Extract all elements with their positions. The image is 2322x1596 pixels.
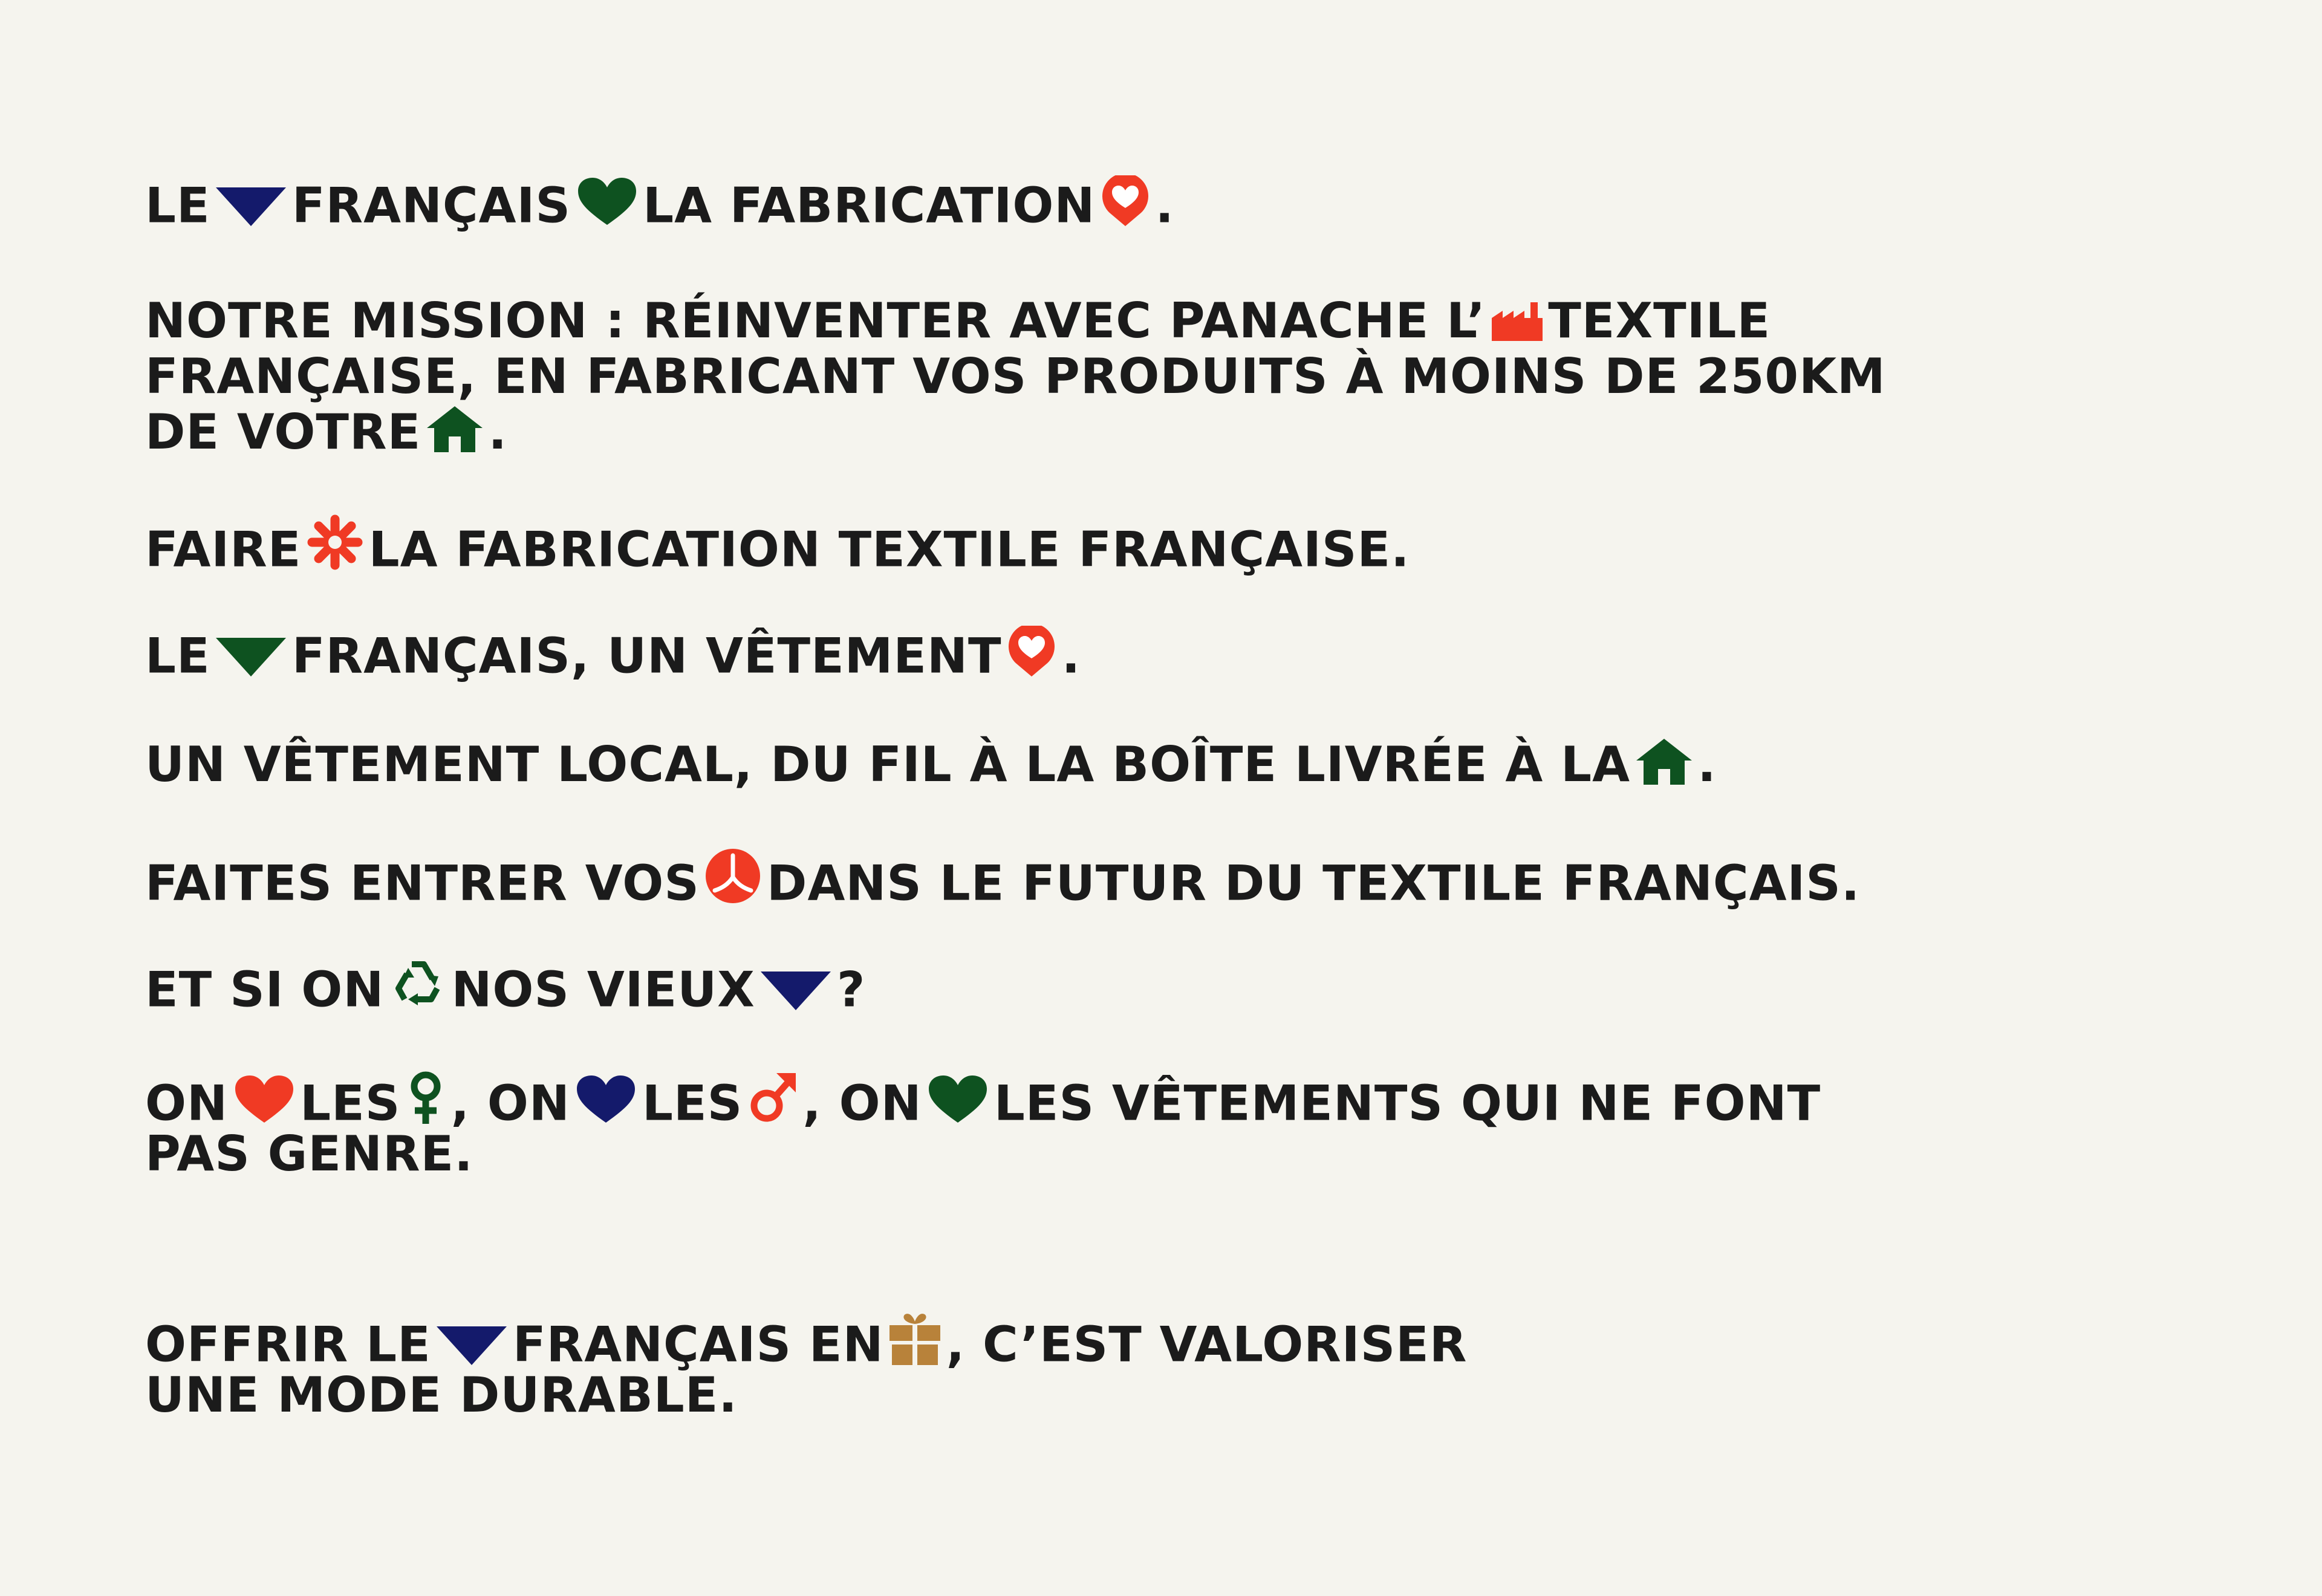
statement-line-9b: UNE MODE DURABLE. [145, 1367, 738, 1423]
asterisk-red-icon [307, 514, 363, 570]
house-green-icon [1636, 739, 1692, 785]
statement-line-5: UN VÊTEMENT LOCAL, DU FIL À LA BOÎTE LIVRÉE À LA . [145, 736, 1717, 793]
house-green-icon [427, 406, 483, 452]
statement-line-1: LE FRANÇAIS LA FABRICATION . [145, 175, 1174, 234]
statement-line-3: FAIRE LA FABRICATION TEXTILE FRANÇAISE. [145, 514, 1410, 578]
statement-line-8: ON LES , ON LES , ON LES VÊTEMENTS QUI NE FONT [145, 1071, 1821, 1132]
statement-line-6: FAITES ENTRER VOS DANS LE FUTUR DU TEXTILE FRANÇAIS. [145, 848, 1860, 912]
statement-line-9: OFFRIR LE FRANÇAIS EN , C’EST VALORISER [145, 1312, 1467, 1373]
gift-gold-icon [889, 1312, 940, 1365]
triangle-green-icon [216, 638, 286, 676]
navy-heart-icon [576, 1075, 636, 1124]
statement-line-2c: DE VOTRE . [145, 404, 507, 460]
heart-badge-red-icon [1101, 175, 1150, 226]
triangle-navy-icon [216, 187, 286, 226]
bottom-red-icon [705, 848, 761, 904]
triangle-navy-icon [437, 1326, 507, 1365]
statement-line-2b: FRANÇAISE, EN FABRICANT VOS PRODUITS À MOINS DE 250KM [145, 348, 1886, 404]
statement-line-4: LE FRANÇAIS, UN VÊTEMENT . [145, 626, 1081, 684]
triangle-navy-icon [761, 972, 831, 1010]
statement-line-2: NOTRE MISSION : RÉINVENTER AVEC PANACHE L’ TEXTILE [145, 293, 1771, 349]
green-heart-icon [577, 178, 637, 226]
green-heart-icon [928, 1075, 988, 1124]
male-sign-red-icon [749, 1071, 797, 1124]
statement-line-7: ET SI ON NOS VIEUX ? [145, 959, 865, 1018]
factory-red-icon [1492, 302, 1543, 341]
statement-line-8b: PAS GENRE. [145, 1126, 473, 1182]
red-heart-icon [234, 1075, 294, 1124]
female-sign-green-icon [406, 1071, 445, 1124]
heart-badge-red-icon [1007, 626, 1056, 676]
recycle-green-icon [390, 959, 446, 1010]
